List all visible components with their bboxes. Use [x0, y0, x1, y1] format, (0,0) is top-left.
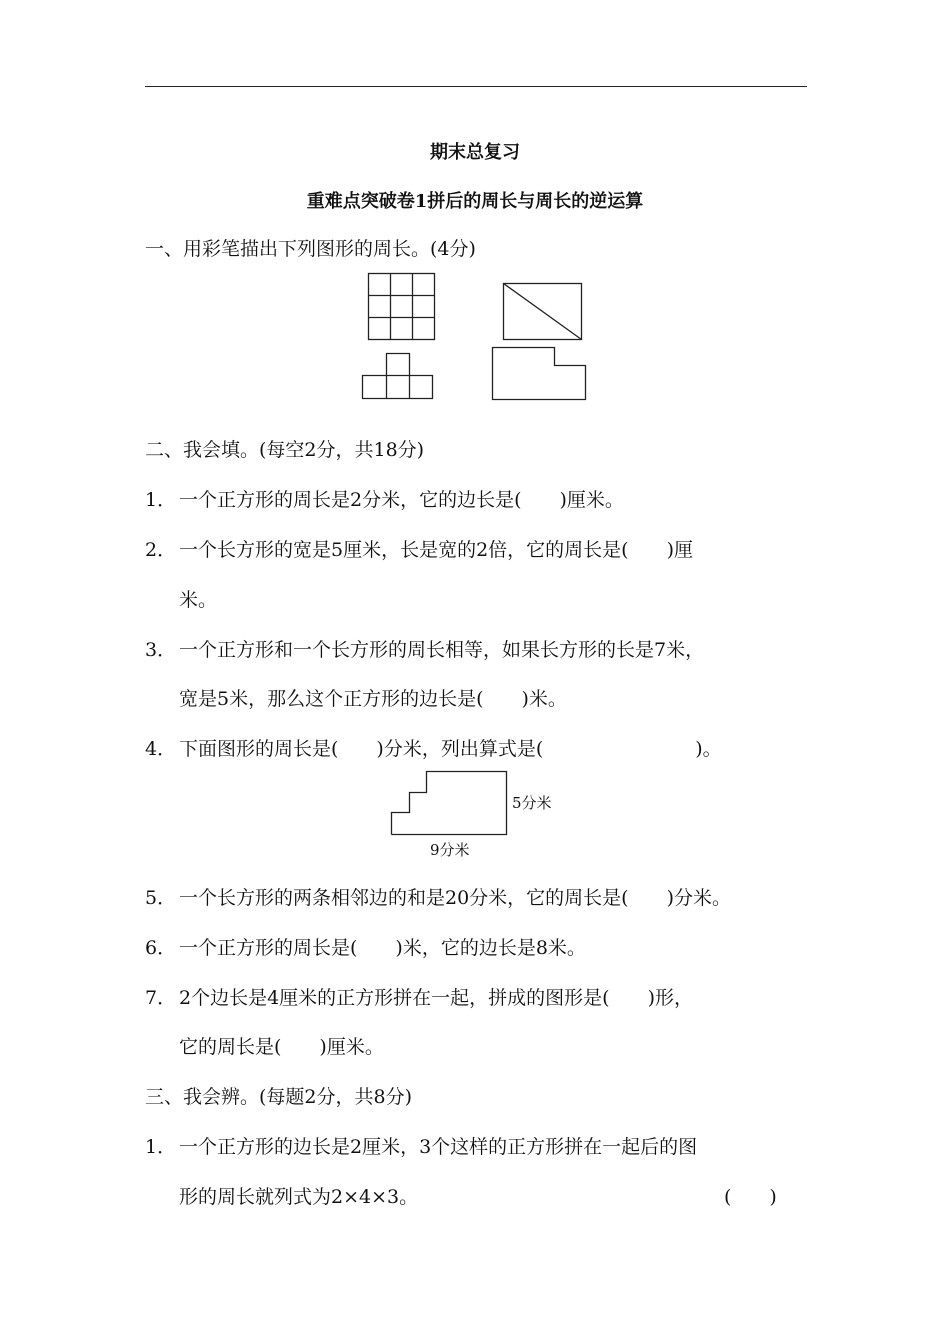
q3-1-number: 1．: [145, 1136, 177, 1158]
section1-heading: 一、用彩笔描出下列图形的周长。(4分): [145, 238, 476, 260]
q2-1-text: 一个正方形的周长是2分米，它的边长是( )厘米。: [179, 489, 624, 511]
q3-1-line1: 一个正方形的边长是2厘米，3个这样的正方形拼在一起后的图: [179, 1136, 698, 1158]
q2-5-number: 5．: [145, 887, 177, 909]
q2-6-number: 6．: [145, 937, 177, 959]
cross-block-figure: [362, 353, 434, 401]
q2-4-number: 4．: [145, 738, 177, 760]
q2-7-line2: 它的周长是( )厘米。: [179, 1036, 384, 1058]
notched-rectangle-figure: [492, 347, 588, 401]
q3-1-line2: 形的周长就列式为2×4×3。: [179, 1186, 419, 1208]
q2-2-line1: 一个长方形的宽是5厘米，长是宽的2倍，它的周长是( )厘: [179, 539, 694, 561]
rectangle-with-diagonal-figure: [503, 283, 583, 341]
figure-label-side: 5分米: [512, 794, 552, 812]
q3-1-answer-box[interactable]: ( ): [724, 1186, 777, 1208]
q2-7-number: 7．: [145, 987, 177, 1009]
staircase-figure: [390, 770, 565, 865]
q2-3-line2: 宽是5米，那么这个正方形的边长是( )米。: [179, 688, 567, 710]
figure-label-bottom: 9分米: [430, 841, 470, 859]
page-title: 期末总复习: [430, 142, 520, 163]
q2-4-text: 下面图形的周长是( )分米，列出算式是( )。: [179, 738, 722, 760]
q2-3-line1: 一个正方形和一个长方形的周长相等，如果长方形的长是7米，: [179, 639, 705, 661]
q2-7-line1: 2个边长是4厘米的正方形拼在一起，拼成的图形是( )形，: [179, 987, 694, 1009]
grid-square-figure: [368, 273, 436, 341]
page-subtitle: 重难点突破卷1拼后的周长与周长的逆运算: [306, 191, 644, 212]
q2-6-text: 一个正方形的周长是( )米，它的边长是8米。: [179, 937, 586, 959]
q2-2-number: 2．: [145, 539, 177, 561]
q2-3-number: 3．: [145, 639, 177, 661]
section3-heading: 三、我会辨。(每题2分，共8分): [145, 1086, 413, 1108]
header-rule: [145, 86, 807, 87]
q2-2-line2: 米。: [179, 589, 218, 611]
q2-1-number: 1．: [145, 489, 177, 511]
q2-5-text: 一个长方形的两条相邻边的和是20分米，它的周长是( )分米。: [179, 887, 732, 909]
section2-heading: 二、我会填。(每空2分，共18分): [145, 439, 425, 461]
